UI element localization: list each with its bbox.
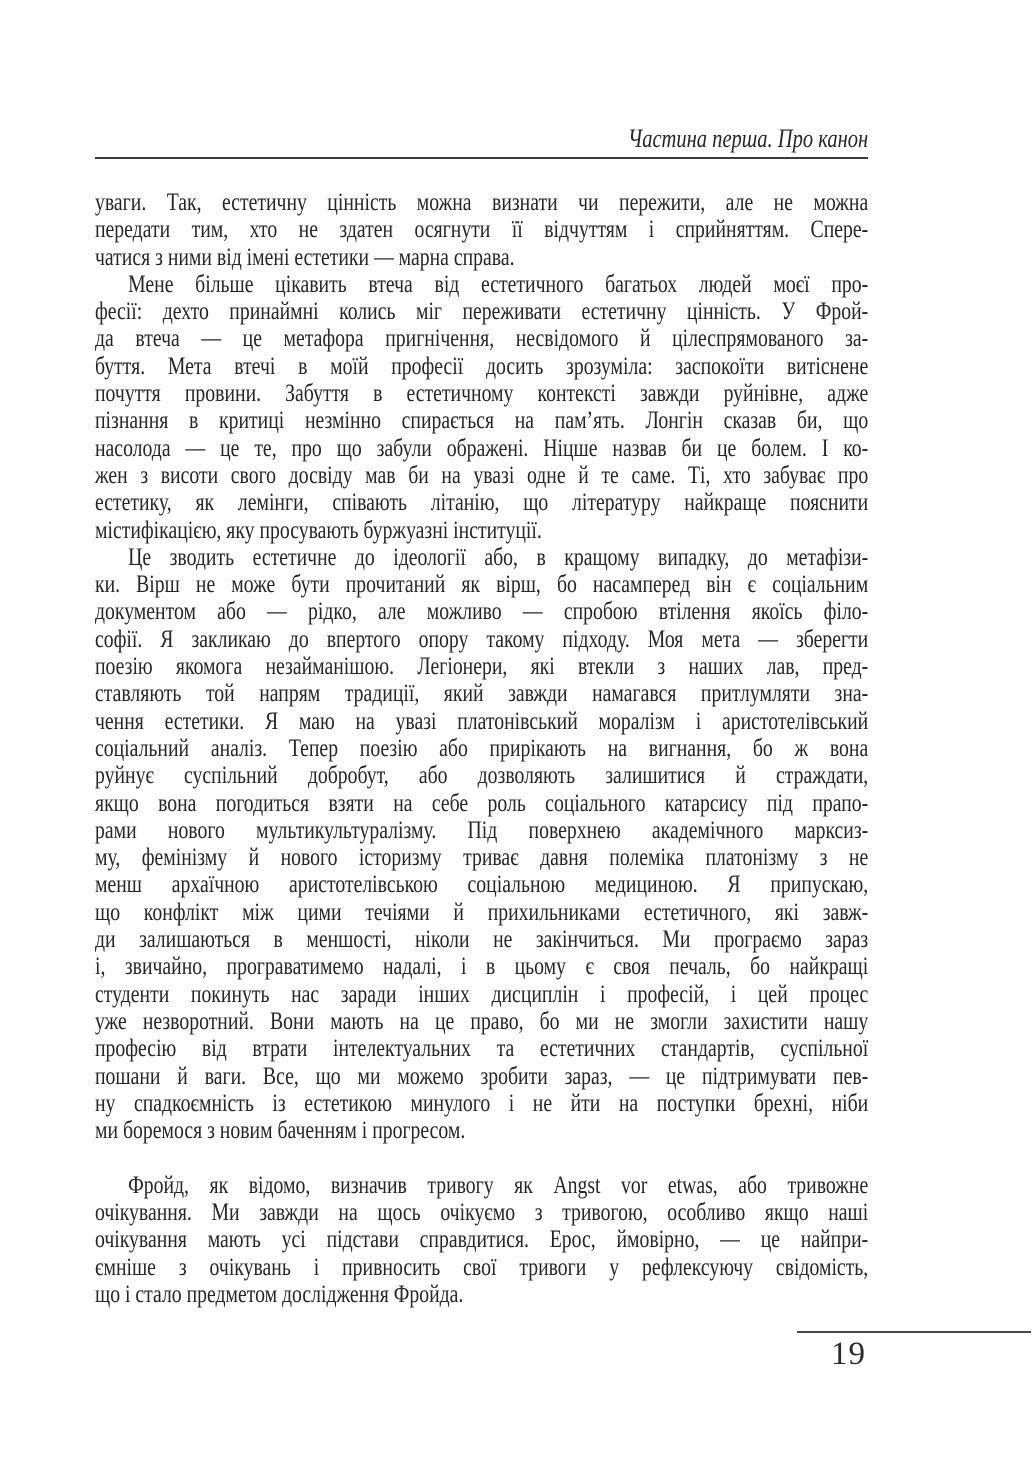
text-line: да втеча — це метафора пригнічення, несвідомого й цілеспрямованого за- [95, 325, 869, 353]
text-line: Це зводить естетичне до ідеології або, в кращому випадку, до метафізи- [128, 543, 869, 571]
footer-rule [797, 1331, 1031, 1333]
header-rule [95, 157, 868, 159]
paragraph [95, 1172, 868, 1308]
text-line: чатися з ними від імені естетики — марна справа. [95, 243, 515, 271]
page-number: 19 [831, 1336, 866, 1372]
paragraph [95, 544, 868, 1145]
text-line: жен з висоти свого досвіду мав би на увазі одне й те саме. Ті, хто забуває про [95, 461, 869, 489]
text-line: ки. Вірш не може бути прочитаний як вірш, бо насамперед він є соціальним [95, 571, 869, 599]
text-line: ємніше з очікувань і привносить свої тривоги у рефлексуючу свідомість, [95, 1253, 869, 1281]
text-line: пізнання в критиці незмінно спирається на пам’ять. Лонгін сказав би, що [95, 407, 869, 435]
text-line: ну спадкоємність із естетикою минулого і не йти на поступки брехні, ніби [95, 1089, 869, 1117]
text-line: поезію якомога незайманішою. Легіонери, які втекли з наших лав, пред- [95, 653, 869, 681]
paragraph [95, 189, 868, 271]
text-line: уже незворотний. Вони мають на це право, бо ми не змогли захистити нашу [95, 1007, 869, 1035]
text-line: чення естетики. Я маю на увазі платонівський моралізм і аристотелівський [95, 707, 869, 735]
text-line: професію від втрати інтелектуальних та естетичних стандартів, суспільної [95, 1035, 869, 1063]
text-line: насолода — це те, про що забули ображені. Ніцше назвав би це болем. І ко- [95, 434, 869, 462]
text-line: фесії: дехто принаймні колись міг переживати естетичну цінність. У Фрой- [95, 298, 869, 326]
text-line: рами нового мультикультуралізму. Під поверхнею академічного марксиз- [95, 816, 869, 844]
text-line: документом або — рідко, але можливо — спробою втілення якоїсь філо- [95, 598, 869, 626]
text-line: передати тим, хто не здатен осягнути її відчуттям і сприйняттям. Спере- [95, 216, 869, 244]
running-head-title: Частина перша. Про канон [628, 124, 869, 153]
text-line: руйнує суспільний добробут, або дозволяють залишитися й страждати, [95, 762, 869, 790]
text-line: софії. Я закликаю до впертого опору такому підходу. Моя мета — зберегти [95, 625, 869, 653]
body-text [95, 189, 868, 1308]
text-line: що і стало предметом дослідження Фройда. [95, 1280, 464, 1308]
text-line: му, фемінізму й нового історизму триває давня полеміка платонізму з не [95, 844, 869, 872]
text-line: соціальний аналіз. Тепер поезію або прирікають на вигнання, бо ж вона [95, 734, 869, 762]
text-line: містифікацією, яку просувають буржуазні інституції. [95, 516, 542, 544]
text-line: ди залишаються в меншості, ніколи не закінчиться. Ми програємо зараз [95, 926, 869, 954]
paragraph [95, 271, 868, 544]
text-line: очікування. Ми завжди на щось очікуємо з тривогою, особливо якщо наші [95, 1198, 869, 1226]
text-line: що конфлікт між цими течіями й прихильниками естетичного, які завж- [95, 898, 869, 926]
text-line: якщо вона погодиться взяти на себе роль соціального катарсису під прапо- [95, 789, 869, 817]
text-line: буття. Мета втечі в моїй професії досить зрозуміла: заспокоїти витіснене [95, 352, 869, 380]
text-line: ставляють той напрям традиції, який завжди намагався притлумляти зна- [95, 680, 869, 708]
text-line: Фройд, як відомо, визначив тривогу як Angst vor etwas, або тривожне [128, 1171, 869, 1199]
text-line: почуття провини. Забуття в естетичному контексті завжди руйнівне, адже [95, 380, 869, 408]
text-line: пошани й ваги. Все, що ми можемо зробити зараз, — це підтримувати пев- [95, 1062, 869, 1090]
text-line: і, звичайно, програватимемо надалі, і в цьому є своя печаль, бо найкращі [95, 953, 869, 981]
text-line: менш архаїчною аристотелівською соціальною медициною. Я припускаю, [95, 871, 869, 899]
text-line: уваги. Так, естетичну цінність можна визнати чи пережити, але не можна [95, 189, 869, 216]
text-line: Мене більше цікавить втеча від естетичного багатьох людей моєї про- [128, 270, 869, 298]
text-line: ми боремося з новим баченням і прогресом. [95, 1117, 466, 1145]
text-line: естетику, як лемінги, співають літанію, що літературу найкраще пояснити [95, 489, 869, 517]
text-line: очікування мають усі підстави справдитися. Ерос, ймовірно, — це найпри- [95, 1226, 869, 1254]
text-line: студенти покинуть нас заради інших дисциплін і професій, і цей процес [95, 980, 869, 1008]
